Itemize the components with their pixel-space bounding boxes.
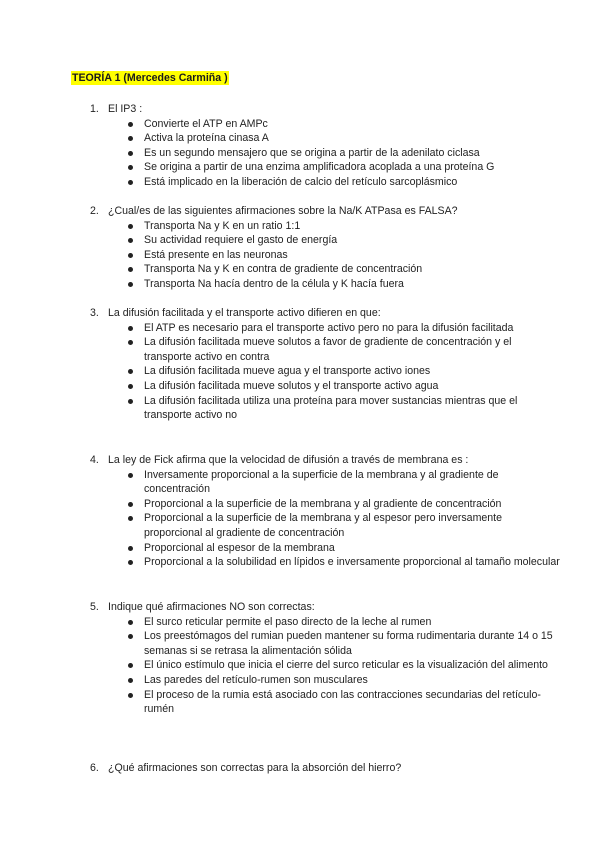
list-item: Se origina a partir de una enzima amplificadora acoplada a una proteína G (126, 160, 560, 175)
question-number: 1. (90, 103, 99, 115)
bullet-icon (128, 678, 133, 683)
options-list (126, 117, 560, 190)
list-item: La difusión facilitada mueve solutos y el transporte activo agua (126, 379, 560, 394)
question-4-header (90, 453, 560, 468)
question-text: El IP3 : (108, 103, 143, 115)
list-item: Proporcional a la superficie de la membrana y al espesor pero inversamente proporcional al gradiente de concentración (126, 511, 560, 540)
bullet-icon (128, 340, 133, 345)
question-number: 4. (90, 454, 99, 466)
question-2-header (90, 204, 560, 219)
bullet-icon (128, 165, 133, 170)
bullet-icon (128, 180, 133, 185)
question-number: 3. (90, 307, 99, 319)
list-item: Está presente en las neuronas (126, 248, 560, 263)
list-item: Proporcional a la superficie de la membrana y al gradiente de concentración (126, 497, 560, 512)
question-5-header (90, 600, 560, 615)
bullet-icon (128, 473, 133, 478)
bullet-icon (128, 693, 133, 698)
list-item: Las paredes del retículo-rumen son musculares (126, 673, 560, 688)
bullet-icon (128, 502, 133, 507)
list-item: Convierte el ATP en AMPc (126, 117, 560, 132)
list-item: Activa la proteína cinasa A (126, 131, 560, 146)
question-number: 5. (90, 601, 99, 613)
question-text: La ley de Fick afirma que la velocidad de difusión a través de membrana es : (108, 454, 469, 466)
bullet-icon (128, 399, 133, 404)
document-title: TEORÍA 1 (Mercedes Carmiña ) (72, 72, 228, 84)
list-item: Transporta Na y K en contra de gradiente de concentración (126, 262, 560, 277)
options-list (126, 615, 560, 717)
list-item: Está implicado en la liberación de calcio del retículo sarcoplásmico (126, 175, 560, 190)
question-6-header (90, 761, 560, 776)
question-5 (90, 600, 560, 717)
bullet-icon (128, 634, 133, 639)
question-1-header (90, 102, 560, 117)
list-item: El ATP es necesario para el transporte activo pero no para la difusión facilitada (126, 321, 560, 336)
bullet-icon (128, 663, 133, 668)
bullet-icon (128, 238, 133, 243)
bullet-icon (128, 546, 133, 551)
list-item: La difusión facilitada mueve agua y el transporte activo iones (126, 364, 560, 379)
question-1 (90, 102, 560, 190)
question-3 (90, 306, 560, 423)
options-list (126, 468, 560, 570)
question-text: ¿Cual/es de las siguientes afirmaciones sobre la Na/K ATPasa es FALSA? (108, 205, 458, 217)
options-list (126, 219, 560, 292)
bullet-icon (128, 136, 133, 141)
question-4 (90, 453, 560, 570)
question-6 (90, 761, 560, 776)
list-item: El surco reticular permite el paso directo de la leche al rumen (126, 615, 560, 630)
list-item: Su actividad requiere el gasto de energía (126, 233, 560, 248)
list-item: Inversamente proporcional a la superficie de la membrana y al gradiente de concentración (126, 468, 560, 497)
question-3-header (90, 306, 560, 321)
question-number: 6. (90, 762, 99, 774)
list-item: El proceso de la rumia está asociado con las contracciones secundarias del retículo-rumén (126, 688, 560, 717)
bullet-icon (128, 620, 133, 625)
bullet-icon (128, 384, 133, 389)
options-list (126, 321, 560, 423)
question-text: Indique qué afirmaciones NO son correctas: (108, 601, 315, 613)
bullet-icon (128, 224, 133, 229)
list-item: El único estímulo que inicia el cierre del surco reticular es la visualización del alimento (126, 658, 560, 673)
question-2 (90, 204, 560, 292)
list-item: Proporcional a la solubilidad en lípidos e inversamente proporcional al tamaño molecular (126, 555, 560, 570)
bullet-icon (128, 516, 133, 521)
list-item: La difusión facilitada utiliza una proteína para mover sustancias mientras que el transporte activo no (126, 394, 560, 423)
bullet-icon (128, 369, 133, 374)
list-item: Transporta Na hacía dentro de la célula y K hacía fuera (126, 277, 560, 292)
bullet-icon (128, 560, 133, 565)
list-item: Los preestómagos del rumian pueden mantener su forma rudimentaria durante 14 o 15 semanas si se retrasa la alimentación sólida (126, 629, 560, 658)
bullet-icon (128, 267, 133, 272)
bullet-icon (128, 282, 133, 287)
list-item: Es un segundo mensajero que se origina a partir de la adenilato ciclasa (126, 146, 560, 161)
bullet-icon (128, 122, 133, 127)
bullet-icon (128, 253, 133, 258)
list-item: Proporcional al espesor de la membrana (126, 541, 560, 556)
list-item: La difusión facilitada mueve solutos a favor de gradiente de concentración y el transporte activo en contra (126, 335, 560, 364)
question-number: 2. (90, 205, 99, 217)
question-text: ¿Qué afirmaciones son correctas para la absorción del hierro? (108, 762, 402, 774)
bullet-icon (128, 151, 133, 156)
list-item: Transporta Na y K en un ratio 1:1 (126, 219, 560, 234)
question-text: La difusión facilitada y el transporte activo difieren en que: (108, 307, 381, 319)
bullet-icon (128, 326, 133, 331)
